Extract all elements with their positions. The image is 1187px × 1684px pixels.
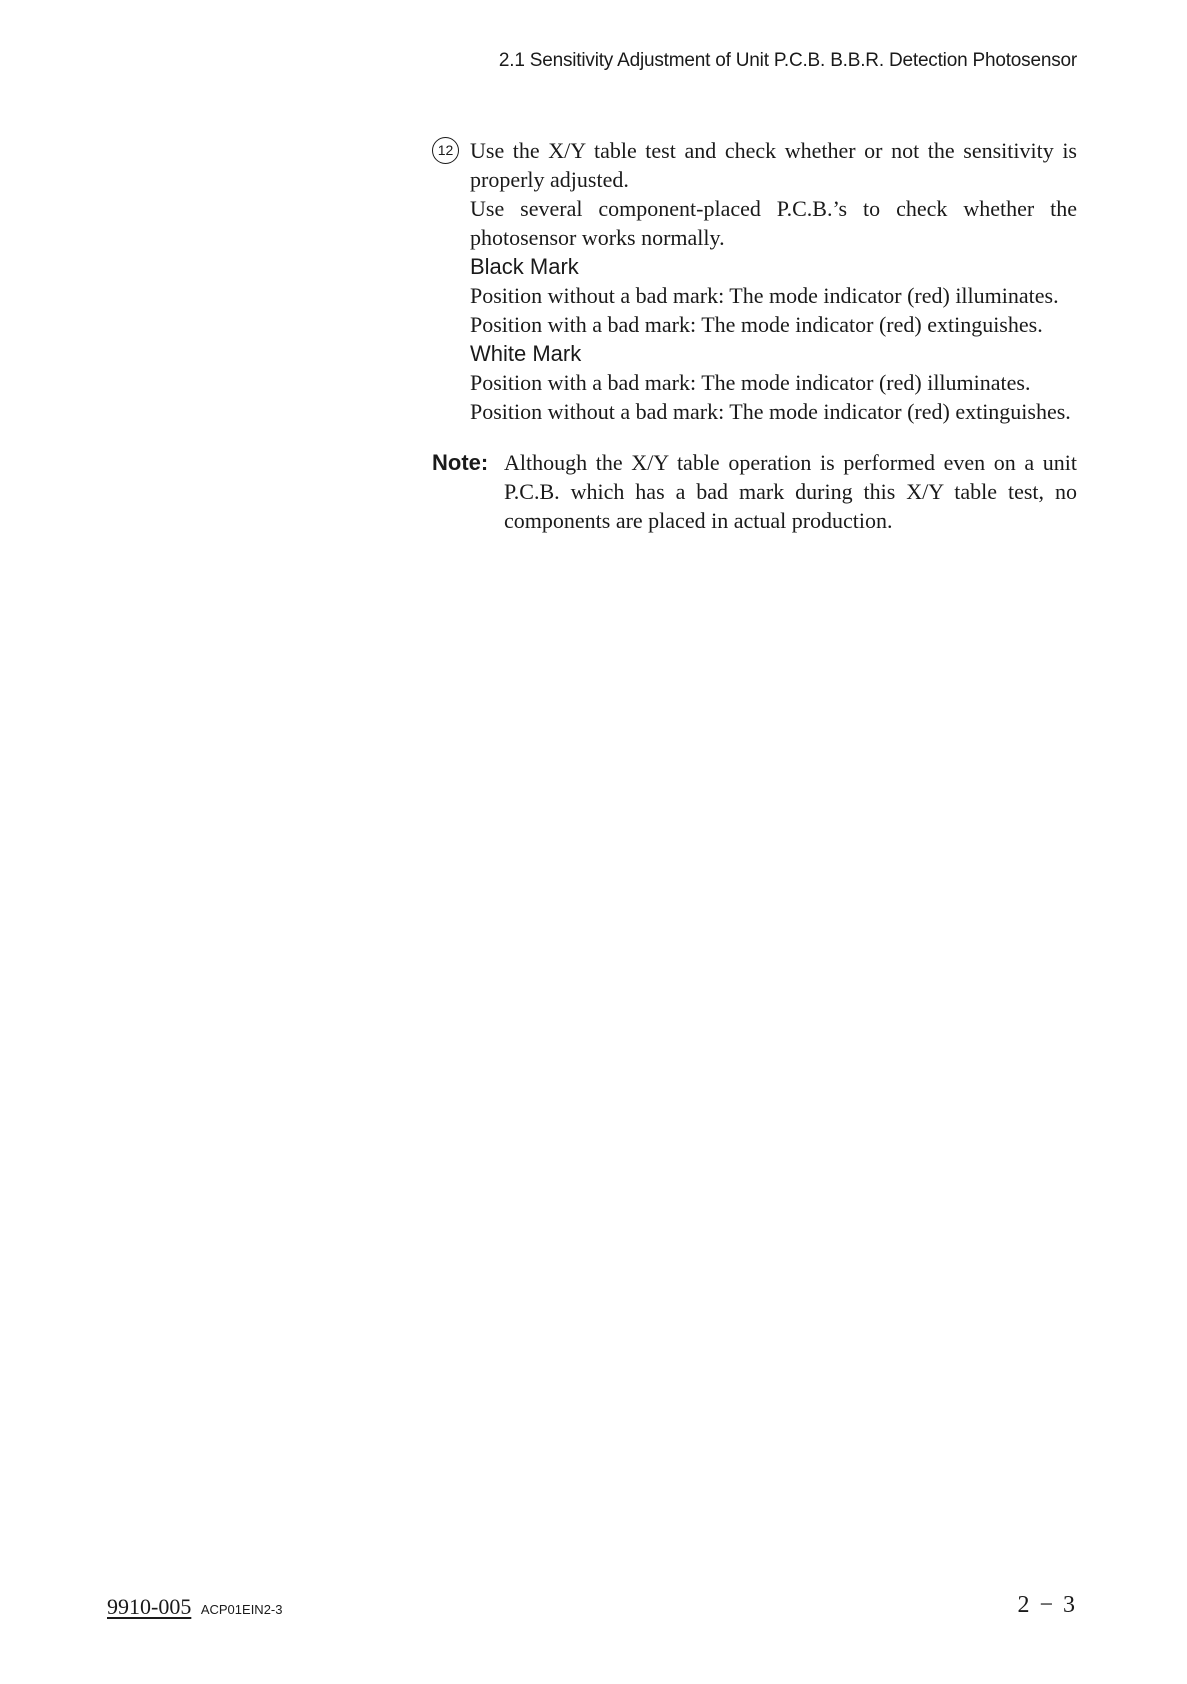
page-number: 2 − 3 [1017,1592,1077,1618]
white-mark-heading: White Mark [470,341,582,366]
white-mark-line-2: Position without a bad mark: The mode indicator (red) extinguishes. [470,399,1071,424]
step-paragraph-1: Use the X/Y table test and check whether or not the sensitivity is properly adjusted. [470,138,1077,192]
main-content [432,136,1077,535]
step-12 [432,136,1077,426]
black-mark-line-2: Position with a bad mark: The mode indicator (red) extinguishes. [470,312,1043,337]
note-label: Note: [432,450,489,475]
page-header: 2.1 Sensitivity Adjustment of Unit P.C.B. B.B.R. Detection Photosensor [498,50,1077,71]
note-text: Although the X/Y table operation is performed even on a unit P.C.B. which has a bad mark during this X/Y table test, no components are placed in actual production. [504,450,1077,533]
black-mark-heading: Black Mark [470,254,579,279]
note-block [432,448,1077,535]
white-mark-line-1: Position with a bad mark: The mode indicator (red) illuminates. [470,370,1031,395]
footer-code: 9910-005 [107,1594,192,1619]
black-mark-line-1: Position without a bad mark: The mode indicator (red) illuminates. [470,283,1059,308]
step-number-circle: 12 [432,137,459,164]
step-paragraph-2: Use several component-placed P.C.B.’s to check whether the photosensor works normally. [470,196,1077,250]
footer-document-code [107,1594,282,1620]
footer-doc-id: ACP01EIN2-3 [200,1602,283,1617]
